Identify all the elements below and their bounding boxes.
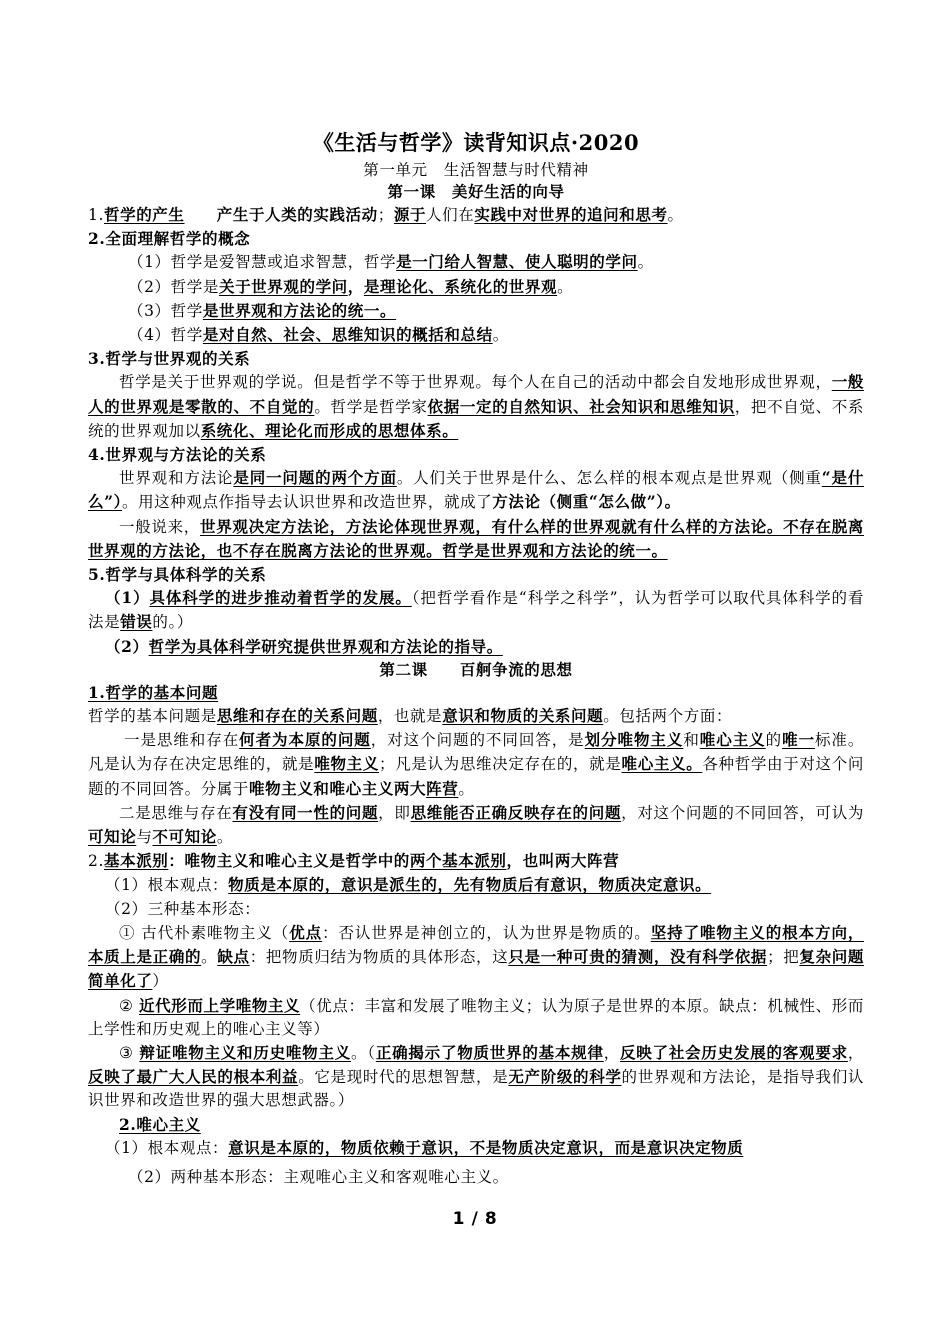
page-number: 1 / 8	[452, 1209, 498, 1229]
basic-schools-heading: 2.基本派别：唯物主义和唯心主义是哲学中的两个基本派别，也叫两大阵营	[88, 851, 620, 871]
section-2-item-4: （4）哲学是对自然、社会、思维知识的概括和总结。	[128, 325, 509, 345]
section-3-body: 哲学是关于世界观的学说。但是哲学不等于世界观。每个人在自己的活动中都会自发地形成世界观，一般人的世界观是零散的、不自觉的。哲学是哲学家依据一定的自然知识、社会知识和思维知识，把不自觉、不系统的世界观加以系统化、理论化而形成的思想体系。	[88, 372, 865, 440]
basic-question-body-1: 哲学的基本问题是思维和存在的关系问题，也就是意识和物质的关系问题。包括两个方面：	[88, 706, 733, 726]
section-1-origin: 1.哲学的产生 产生于人类的实践活动；源于人们在实践中对世界的追问和思考。	[88, 205, 684, 224]
section-2-item-3: （3）哲学是世界观和方法论的统一。	[128, 300, 397, 320]
ancient-materialism: ① 古代朴素唯物主义（优点：否认世界是神创立的，认为世界是物质的。坚持了唯物主义的根本方向，本质上是正确的。缺点：把物质归结为物质的具体形态，这只是一种可贵的猜测，没有科学依据；把复杂问题简单化了）	[88, 922, 865, 991]
materialism-forms-heading: （2）三种基本形态：	[105, 899, 261, 918]
section-2-item-2: （2）哲学是关于世界观的学问，是理论化、系统化的世界观。	[128, 276, 574, 296]
metaphysical-materialism: ② 近代形而上学唯物主义（优点：丰富和发展了唯物主义；认为原子是世界的本原。缺点：机械性、形而上学性和历史观上的唯心主义等）	[88, 995, 864, 1038]
basic-question-heading: 1.哲学的基本问题	[88, 682, 219, 702]
section-5-heading: 5.哲学与具体科学的关系	[88, 565, 267, 585]
lesson-1-title: 第一课 美好生活的向导	[387, 182, 565, 201]
basic-question-body-2: 一是思维和存在何者为本原的问题，对这个问题的不同回答，是划分唯物主义和唯心主义的唯一标准。凡是认为存在决定思维的，就是唯物主义；凡是认为思维决定存在的，就是唯心主义。各种哲学由于对这个问题的不同回答。分属于唯物主义和唯心主义两大阵营。	[88, 730, 864, 798]
section-2-heading: 2.全面理解哲学的概念	[88, 229, 251, 249]
section-3-heading: 3.哲学与世界观的关系	[88, 349, 251, 369]
idealism-forms: （2）两种基本形态：主观唯心主义和客观唯心主义。	[128, 1167, 509, 1186]
document-title: 《生活与哲学》读背知识点·2020	[312, 130, 640, 155]
section-4-heading: 4.世界观与方法论的关系	[88, 445, 267, 465]
basic-question-body-3: 二是思维与存在有没有同一性的问题，即思维能否正确反映存在的问题，对这个问题的不同回答，可认为可知论与不可知论。	[88, 802, 864, 847]
section-2-item-1: （1）哲学是爱智慧或追求智慧，哲学是一门给人智慧、使人聪明的学问。	[128, 252, 654, 272]
lesson-2-title: 第二课 百舸争流的思想	[379, 659, 573, 679]
section-4-body-2: 一般说来，世界观决定方法论，方法论体现世界观，有什么样的世界观就有什么样的方法论。不存在脱离世界观的方法论，也不存在脱离方法论的世界观。哲学是世界观和方法论的统一。	[88, 516, 864, 560]
section-4-body-1: 世界观和方法论是同一问题的两个方面。人们关于世界是什么、怎么样的根本观点是世界观（侧重“是什么”）。用这种观点作指导去认识世界和改造世界，就成了方法论（侧重“怎么做”）。	[88, 468, 864, 512]
dialectical-materialism: ③ 辩证唯物主义和历史唯物主义。（正确揭示了物质世界的基本规律，反映了社会历史发展的客观要求，反映了最广大人民的根本利益。它是现时代的思想智慧，是无产阶级的科学的世界观和方法论，是指导我们认识世界和改造世界的强大思想武器。）	[88, 1042, 864, 1110]
section-5-item-1: （1）具体科学的进步推动着哲学的发展。（把哲学看作是“科学之科学”，认为哲学可以取代具体科学的看法是错误的。）	[88, 588, 865, 632]
materialism-basic-view: （1）根本观点：物质是本原的，意识是派生的，先有物质后有意识，物质决定意识。	[105, 875, 712, 895]
section-5-item-2: （2）哲学为具体科学研究提供世界观和方法论的指导。	[105, 636, 503, 656]
unit-title: 第一单元 生活智慧与时代精神	[363, 161, 589, 179]
idealism-basic-view: （1）根本观点：意识是本原的，物质依赖于意识，不是物质决定意识，而是意识决定物质	[105, 1137, 744, 1157]
idealism-heading: 2.唯心主义	[119, 1114, 201, 1134]
